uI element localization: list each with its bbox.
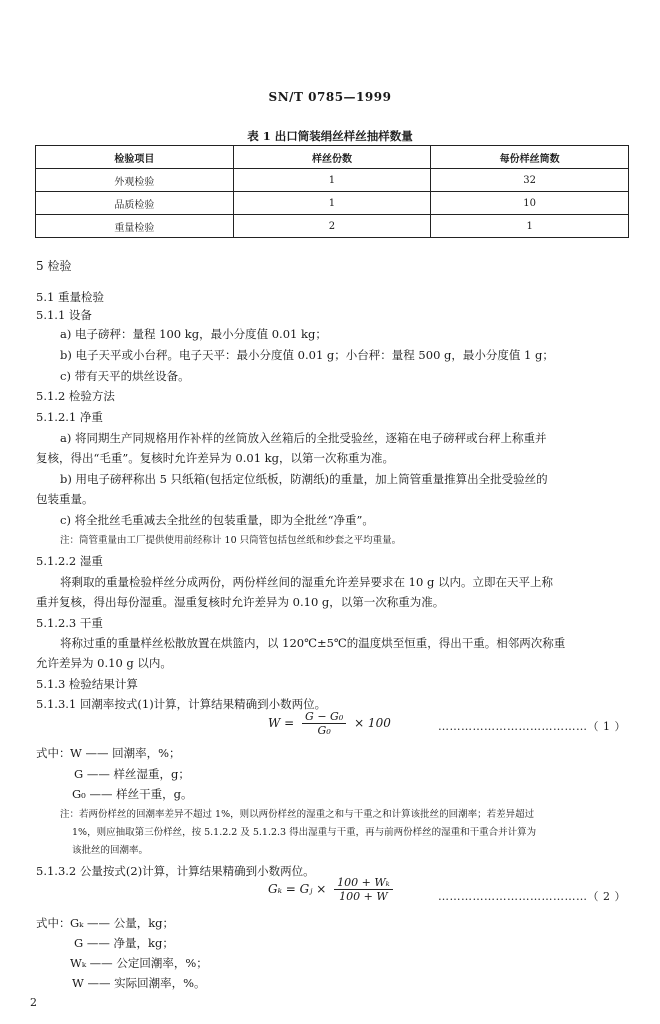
table-cell: 32 bbox=[431, 169, 629, 192]
formula-2-where-w: W —— 实际回潮率，%。 bbox=[72, 976, 206, 990]
table-cell: 1 bbox=[233, 192, 431, 215]
table-cell: 10 bbox=[431, 192, 629, 215]
formula-2-fraction bbox=[334, 876, 393, 903]
formula-1-where-w: W —— 回潮率，%； bbox=[70, 746, 181, 760]
wet-weight-line1: 将剩取的重量检验样丝分成两份，两份样丝间的湿重允许差异要求在 10 g 以内。立即在天平上称 bbox=[60, 575, 553, 589]
wet-weight-line2: 重并复核，得出每份湿重。湿重复核时允许差异为 0.10 g，以第一次称重为准。 bbox=[36, 595, 445, 609]
formula-2-where-gk: Gₖ —— 公量，kg； bbox=[70, 916, 175, 930]
table-cell: 2 bbox=[233, 215, 431, 238]
table-caption: 表 1 出口筒装绢丝样丝抽样数量 bbox=[247, 129, 413, 143]
section-5-1-3-1-title: 5.1.3.1 回潮率按式(1)计算，计算结果精确到小数两位。 bbox=[36, 697, 327, 711]
formula-1 bbox=[268, 710, 391, 737]
net-weight-a-line1: a) 将同期生产同规格用作补样的丝筒放入丝箱后的全批受验丝，逐箱在电子磅秤或台秤上称重并 bbox=[60, 431, 547, 445]
formula-1-denominator: G₀ bbox=[317, 724, 331, 737]
formula-1-lhs: W = bbox=[268, 716, 295, 730]
dry-weight-line2: 允许差异为 0.10 g 以内。 bbox=[36, 656, 172, 670]
formula-1-where-label: 式中： bbox=[36, 746, 71, 760]
net-weight-a-line2: 复核，得出“毛重”。复核时允许差异为 0.01 kg，以第一次称重为准。 bbox=[36, 451, 395, 465]
formula-2-where-wk: Wₖ —— 公定回潮率，%； bbox=[70, 956, 208, 970]
standard-header: SN/T 0785—1999 bbox=[268, 90, 392, 104]
formula-1-where-g0: G₀ —— 样丝干重，g。 bbox=[72, 787, 193, 801]
moisture-note-line1: 注：若两份样丝的回潮率差异不超过 1%，则以两份样丝的湿重之和与干重之和计算该批丝的回潮率；若差异超过 bbox=[60, 809, 535, 820]
table-header-cell: 检验项目 bbox=[36, 146, 234, 169]
equipment-item-b: b) 电子天平或小台秤。电子天平：最小分度值 0.01 g；小台秤：量程 500 g，最小分度值 1 g； bbox=[60, 348, 554, 362]
formula-1-rhs: × 100 bbox=[354, 716, 391, 730]
equipment-item-c: c) 带有天平的烘丝设备。 bbox=[60, 369, 190, 383]
formula-2 bbox=[268, 876, 397, 903]
table-cell: 重量检验 bbox=[36, 215, 234, 238]
page-number: 2 bbox=[30, 996, 37, 1009]
formula-2-lhs: Gₖ = Gⱼ × bbox=[268, 882, 327, 896]
section-5-1-2-2-title: 5.1.2.2 湿重 bbox=[36, 554, 103, 568]
dry-weight-line1: 将称过重的重量样丝松散放置在烘篮内，以 120℃±5℃的温度烘至恒重，得出干重。相邻两次称重 bbox=[60, 636, 566, 650]
table-row bbox=[36, 192, 629, 215]
table-cell: 品质检验 bbox=[36, 192, 234, 215]
section-5-1-3-2-title: 5.1.3.2 公量按式(2)计算，计算结果精确到小数两位。 bbox=[36, 864, 315, 878]
formula-1-numerator: G − G₀ bbox=[302, 710, 346, 724]
net-weight-c: c) 将全批丝毛重减去全批丝的包装重量，即为全批丝“净重”。 bbox=[60, 513, 374, 527]
formula-2-number: …………………………………（ 2 ） bbox=[438, 890, 626, 903]
section-5-1-2-1-title: 5.1.2.1 净重 bbox=[36, 410, 103, 424]
section-5-1-2-title: 5.1.2 检验方法 bbox=[36, 389, 115, 403]
equipment-item-a: a) 电子磅秤：量程 100 kg，最小分度值 0.01 kg； bbox=[60, 327, 327, 341]
net-weight-b-line1: b) 用电子磅秤称出 5 只纸箱(包括定位纸板，防潮纸)的重量，加上筒管重量推算出全批受验丝的 bbox=[60, 472, 548, 486]
table-row bbox=[36, 215, 629, 238]
moisture-note-line3: 该批丝的回潮率。 bbox=[72, 845, 149, 856]
table-cell: 1 bbox=[431, 215, 629, 238]
table-header-cell: 每份样丝筒数 bbox=[431, 146, 629, 169]
formula-1-fraction bbox=[302, 710, 346, 737]
table-cell: 1 bbox=[233, 169, 431, 192]
sampling-table bbox=[35, 145, 629, 238]
section-5-1-1-title: 5.1.1 设备 bbox=[36, 308, 92, 322]
table-cell: 外观检验 bbox=[36, 169, 234, 192]
formula-1-where-g: G —— 样丝湿重，g； bbox=[74, 767, 190, 781]
formula-2-where-label: 式中： bbox=[36, 916, 71, 930]
formula-1-number: …………………………………（ 1 ） bbox=[438, 720, 626, 733]
section-5-1-2-3-title: 5.1.2.3 干重 bbox=[36, 616, 103, 630]
net-weight-b-line2: 包装重量。 bbox=[36, 492, 94, 506]
section-5-1-title: 5.1 重量检验 bbox=[36, 290, 104, 304]
table-header-row bbox=[36, 146, 629, 169]
moisture-note-line2: 1%，则应抽取第三份样丝，按 5.1.2.2 及 5.1.2.3 得出湿重与干重，再与前两份样丝的湿重和干重合并计算为 bbox=[72, 827, 537, 838]
net-weight-note: 注：筒管重量由工厂提供使用前经称计 10 只筒管包括包丝纸和纱套之平均重量。 bbox=[60, 535, 402, 546]
formula-2-where-g: G —— 净量，kg； bbox=[74, 936, 174, 950]
formula-2-denominator: 100 + W bbox=[339, 890, 388, 903]
section-5-title: 5 检验 bbox=[36, 259, 72, 273]
section-5-1-3-title: 5.1.3 检验结果计算 bbox=[36, 677, 138, 691]
formula-2-numerator: 100 + Wₖ bbox=[334, 876, 393, 890]
table-header-cell: 样丝份数 bbox=[233, 146, 431, 169]
table-row bbox=[36, 169, 629, 192]
